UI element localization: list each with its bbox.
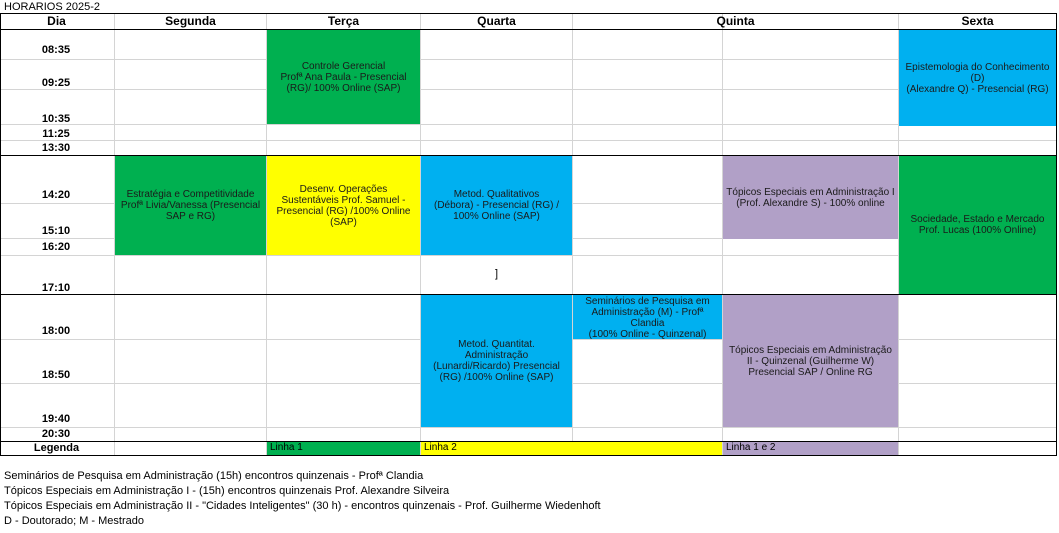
time-label: 19:40 (41, 413, 71, 425)
time-label: 13:30 (41, 142, 71, 154)
time-label: 15:10 (41, 225, 71, 237)
time-label: 20:30 (41, 428, 71, 440)
header-day: Dia (47, 14, 66, 28)
time-label: 08:35 (41, 44, 71, 56)
course-text: Tópicos Especiais em Administração I (Prof. Alexandre S) - 100% online (726, 186, 895, 209)
course-text: Controle Gerencial Profª Ana Paula - Presencial (RG)/ 100% Online (SAP) (280, 60, 407, 94)
time-label: 09:25 (41, 77, 71, 89)
grid-border (1056, 13, 1057, 456)
legend-linha1: Linha 1 (267, 442, 420, 455)
legend-label: Legenda (33, 442, 80, 454)
course-metod-quantitat[interactable] (421, 295, 572, 427)
footnote: D - Doutorado; M - Mestrado (4, 515, 144, 527)
header-tuesday: Terça (327, 14, 360, 28)
course-text: Desenv. Operações Sustentáveis Prof. Samuel - Presencial (RG) /100% Online (SAP) (276, 183, 411, 228)
header-wednesday: Quarta (477, 14, 516, 28)
course-text: Estratégia e Competitividade Profª Livia/Vanessa (Presencial SAP e RG) (120, 189, 261, 222)
course-topicos-i[interactable] (723, 156, 898, 239)
course-controle-gerencial[interactable] (267, 30, 420, 124)
time-label: 18:50 (41, 369, 71, 381)
course-text: Metod. Qualitativos (Débora) - Presencial (RG) / 100% Online (SAP) (433, 189, 560, 222)
course-text: Metod. Quantitat. Administração (Lunardi/Ricardo) Presencial (RG) /100% Online (SAP) (433, 339, 560, 383)
time-label: 17:10 (41, 282, 71, 294)
course-desenv-operacoes[interactable] (267, 156, 420, 255)
course-metod-qualitativos[interactable] (421, 156, 572, 255)
footnote: Tópicos Especiais em Administração I - (15h) encontros quinzenais Prof. Alexandre Silveira (4, 485, 450, 497)
grid-line (572, 14, 573, 456)
course-estrategia[interactable] (115, 156, 266, 255)
course-topicos-ii[interactable] (723, 295, 898, 427)
time-label: 14:20 (41, 189, 71, 201)
time-label: 16:20 (41, 241, 71, 253)
course-seminarios[interactable] (573, 295, 722, 339)
legend-linha2: Linha 2 (421, 442, 722, 455)
legend-linha1e2: Linha 1 e 2 (723, 442, 898, 455)
course-sociedade[interactable] (899, 156, 1056, 294)
course-text: Epistemologia do Conhecimento (D) (Alexandre Q) - Presencial (RG) (905, 61, 1050, 95)
course-text: Sociedade, Estado e Mercado Prof. Lucas (100% Online) (910, 214, 1045, 236)
course-epistemologia[interactable] (899, 30, 1056, 126)
footnote: Tópicos Especiais em Administração II - "Cidades Inteligentes" (30 h) - encontros quinzenais - Prof. Guilherme Wiedenhoft (4, 500, 601, 512)
header-friday: Sexta (961, 14, 994, 28)
footnote: Seminários de Pesquisa em Administração (15h) encontros quinzenais - Profª Clandia (4, 470, 424, 482)
grid-border (0, 455, 1057, 456)
header-thursday: Quinta (716, 14, 755, 28)
header-monday: Segunda (165, 14, 216, 28)
time-label: 11:25 (42, 128, 70, 140)
time-label: 18:00 (41, 325, 71, 337)
time-label: 10:35 (41, 113, 71, 125)
stray-mark: ] (495, 268, 499, 280)
course-text: Tópicos Especiais em Administração II - Quinzenal (Guilherme W) Presencial SAP / Online RG (729, 344, 892, 378)
sheet-title: HORARIOS 2025-2 (4, 1, 100, 13)
course-text: Seminários de Pesquisa em Administração (M) - Profª Clandia (100% Online - Quinzenal) (585, 296, 710, 339)
